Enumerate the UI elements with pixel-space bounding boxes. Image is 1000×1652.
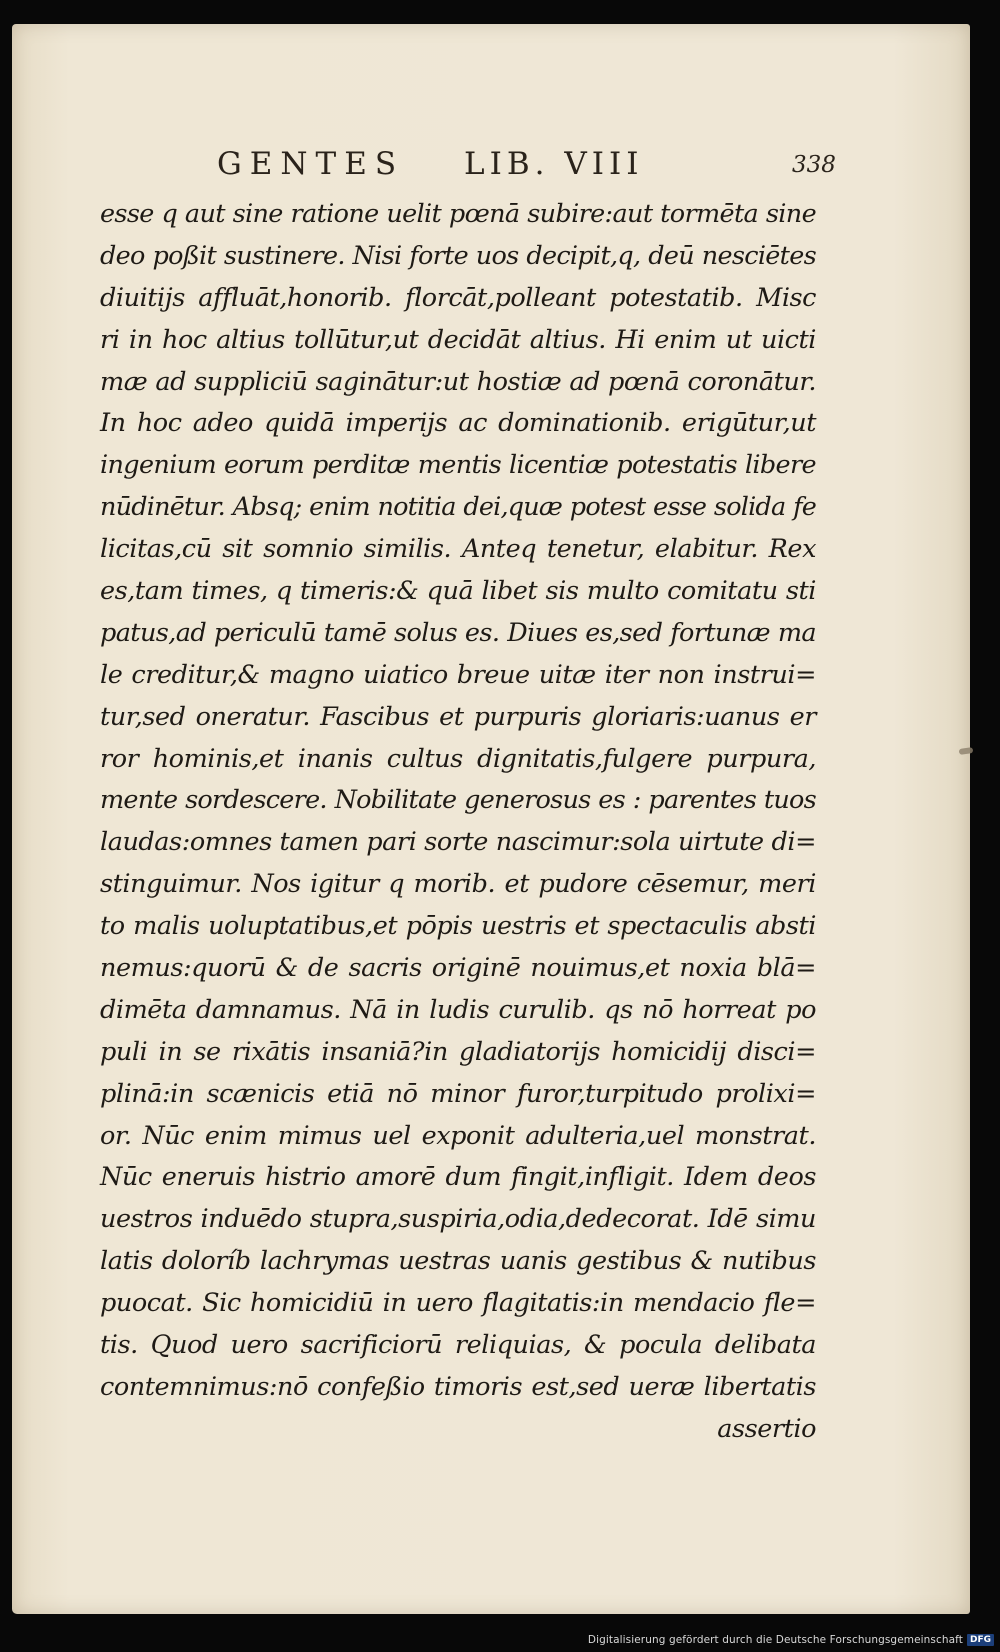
text-line: laudas:omnes tamen pari sorte nascimur:sola uirtute di=	[100, 827, 816, 858]
text-line: plinā:in scænicis etiā nō minor furor,turpitudo prolixi=	[100, 1078, 816, 1109]
text-line: puli in se rixātis insaniā?in gladiatorijs homicidij disci=	[100, 1036, 816, 1067]
text-line: licitas,cū sit somnio similis. Anteq tenetur, elabitur. Rex	[100, 534, 816, 565]
text-line: tur,sed oneratur. Fascibus et purpuris gloriaris:uanus er	[100, 701, 816, 732]
running-head-section: GENTES	[217, 146, 405, 182]
text-line: es,tam times, q timeris:& quā libet sis multo comitatu sti	[100, 576, 816, 607]
text-line: In hoc adeo quidā imperijs ac dominationib. erigūtur,ut	[100, 408, 816, 439]
text-line: patus,ad periculū tamē solus es. Diues es,sed fortunæ ma	[100, 617, 816, 648]
book-page	[12, 24, 970, 1614]
text-line: deo poßit sustinere. Nisi forte uos decipit,q, deū nesciētes	[100, 240, 816, 271]
text-line: ror hominis,et inanis cultus dignitatis,fulgere purpura,	[100, 743, 816, 774]
digitization-credit	[588, 1634, 994, 1646]
dfg-logo: DFG	[967, 1634, 994, 1646]
credit-text: Digitalisierung gefördert durch die Deutsche Forschungsgemeinschaft	[587, 1634, 963, 1646]
body-text	[100, 194, 816, 1451]
text-line: mente sordescere. Nobilitate generosus es : parentes tuos	[100, 785, 816, 816]
text-line: uestros induēdo stupra,suspiria,odia,dedecorat. Idē simu	[100, 1204, 816, 1235]
page-number: 338	[792, 152, 836, 178]
text-line: dimēta damnamus. Nā in ludis curulib. qs nō horreat po	[100, 994, 816, 1025]
text-line: to malis uoluptatibus,et pōpis uestris et spectaculis absti	[100, 911, 816, 942]
running-head-book: LIB. VIII	[464, 146, 644, 182]
text-line: puocat. Sic homicidiū in uero flagitatis:in mendacio fle=	[100, 1288, 816, 1319]
text-line: stinguimur. Nos igitur q morib. et pudore cēsemur, meri	[100, 869, 816, 900]
margin-ink-mark	[959, 747, 974, 755]
text-line: esse q aut sine ratione uelit pœnā subire:aut tormēta sine	[100, 199, 816, 229]
text-line: ingenium eorum perditæ mentis licentiæ potestatis libere	[100, 450, 816, 481]
text-line: latis doloríb lachrymas uestras uanis gestibus & nutibus	[100, 1246, 816, 1277]
text-line: Nūc eneruis histrio amorē dum fingit,infligit. Idem deos	[100, 1162, 816, 1193]
text-line: diuitijs affluāt,honorib. florcāt,polleant potestatib. Misc	[100, 282, 816, 313]
catchword: assertio	[717, 1413, 816, 1444]
text-line: nemus:quorū & de sacris originē nouimus,et noxia blā=	[100, 953, 816, 984]
running-head	[217, 146, 836, 186]
text-line: nūdinētur. Absq; enim notitia dei,quæ potest esse solida fe	[100, 492, 816, 523]
text-line: tis. Quod uero sacrificiorū reliquias, & pocula delibata	[100, 1330, 816, 1361]
text-line: mæ ad suppliciū saginātur:ut hostiæ ad pœnā coronātur.	[100, 366, 816, 397]
text-line: or. Nūc enim mimus uel exponit adulteria,uel monstrat.	[100, 1120, 816, 1151]
text-line: contemnimus:nō confeßio timoris est,sed ueræ libertatis	[100, 1371, 816, 1402]
text-line: le creditur,& magno uiatico breue uitæ iter non instrui=	[100, 659, 816, 690]
text-line: ri in hoc altius tollūtur,ut decidāt altius. Hi enim ut uicti	[100, 324, 816, 355]
